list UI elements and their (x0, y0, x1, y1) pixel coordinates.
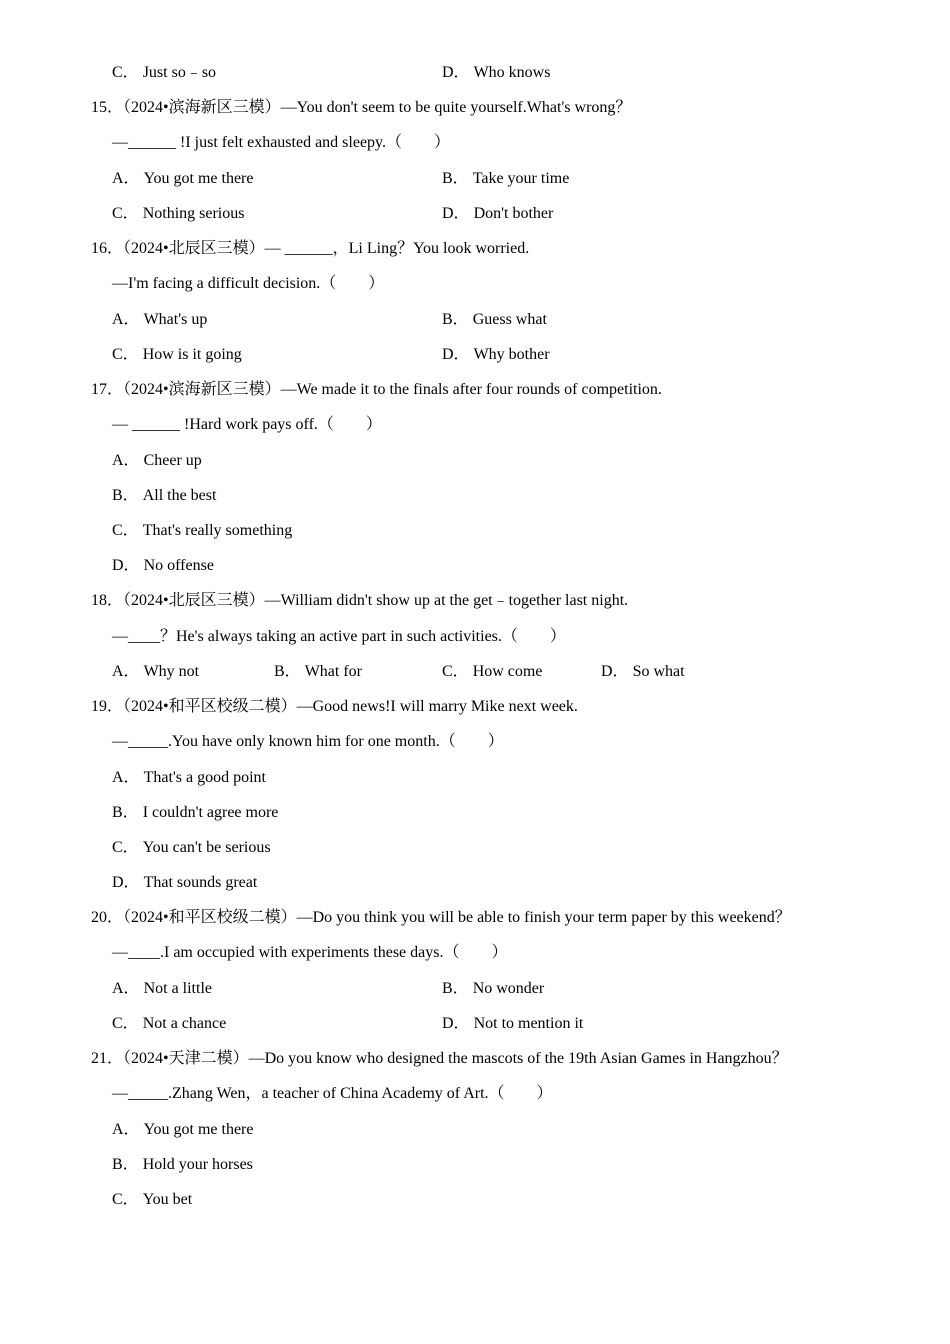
question-18-stem: 18．（2024•北辰区三模）—William didn't show up at the get﹣together last night. (91, 592, 629, 609)
option-d: D． Who knows (442, 64, 551, 81)
question-18-option-c[interactable]: C． How come (442, 663, 543, 680)
question-20-stem: 20．（2024•和平区校级二模）—Do you think you will be able to finish your term paper by this weekend？ (91, 909, 791, 926)
question-19-stem: 19．（2024•和平区校级二模）—Good news!I will marry Mike next week. (91, 698, 578, 715)
question-21-reply: —_____.Zhang Wen，a teacher of China Academy of Art.（ ） (112, 1085, 553, 1102)
question-18-reply: —____？He's always taking an active part in such activities.（ ） (112, 628, 566, 645)
question-15-stem: 15．（2024•滨海新区三模）—You don't seem to be quite yourself.What's wrong？ (91, 99, 632, 116)
question-17-option-d[interactable]: D． No offense (112, 557, 214, 574)
question-20-option-c[interactable]: C． Not a chance (112, 1015, 227, 1032)
option-c: C． Just so﹣so (112, 64, 217, 81)
question-19-option-d[interactable]: D． That sounds great (112, 874, 258, 891)
question-19-option-b[interactable]: B． I couldn't agree more (112, 804, 279, 821)
question-16-stem: 16．（2024•北辰区三模）— ______，Li Ling？You look worried. (91, 240, 530, 257)
question-15-option-b[interactable]: B． Take your time (442, 170, 570, 187)
question-19-reply: —_____.You have only known him for one month.（ ） (112, 733, 504, 750)
question-18-option-b[interactable]: B． What for (274, 663, 362, 680)
question-20-option-b[interactable]: B． No wonder (442, 980, 545, 997)
question-17-stem: 17．（2024•滨海新区三模）—We made it to the finals after four rounds of competition. (91, 381, 662, 398)
question-17-option-b[interactable]: B． All the best (112, 487, 217, 504)
question-15-reply: —______ !I just felt exhausted and sleepy.（ ） (112, 134, 451, 151)
question-19-option-a[interactable]: A． That's a good point (112, 769, 266, 786)
question-17-reply: — ______ !Hard work pays off.（ ） (112, 416, 382, 433)
question-15-option-a[interactable]: A． You got me there (112, 170, 254, 187)
question-21-option-c[interactable]: C． You bet (112, 1191, 193, 1208)
question-17-option-a[interactable]: A． Cheer up (112, 452, 202, 469)
question-21-option-b[interactable]: B． Hold your horses (112, 1156, 253, 1173)
question-21-stem: 21．（2024•天津二模）—Do you know who designed the mascots of the 19th Asian Games in Hangzhou？ (91, 1050, 788, 1067)
question-18-option-d[interactable]: D． So what (601, 663, 685, 680)
question-16-option-b[interactable]: B． Guess what (442, 311, 547, 328)
question-20-reply: —____.I am occupied with experiments these days.（ ） (112, 944, 508, 961)
question-20-option-d[interactable]: D． Not to mention it (442, 1015, 584, 1032)
question-17-option-c[interactable]: C． That's really something (112, 522, 293, 539)
question-20-option-a[interactable]: A． Not a little (112, 980, 212, 997)
question-19-option-c[interactable]: C． You can't be serious (112, 839, 271, 856)
question-15-option-d[interactable]: D． Don't bother (442, 205, 554, 222)
question-18-option-a[interactable]: A． Why not (112, 663, 200, 680)
question-16-option-d[interactable]: D． Why bother (442, 346, 550, 363)
question-16-option-a[interactable]: A． What's up (112, 311, 208, 328)
question-15-option-c[interactable]: C． Nothing serious (112, 205, 245, 222)
question-16-option-c[interactable]: C． How is it going (112, 346, 242, 363)
question-21-option-a[interactable]: A． You got me there (112, 1121, 254, 1138)
question-16-reply: —I'm facing a difficult decision.（ ） (112, 275, 385, 292)
